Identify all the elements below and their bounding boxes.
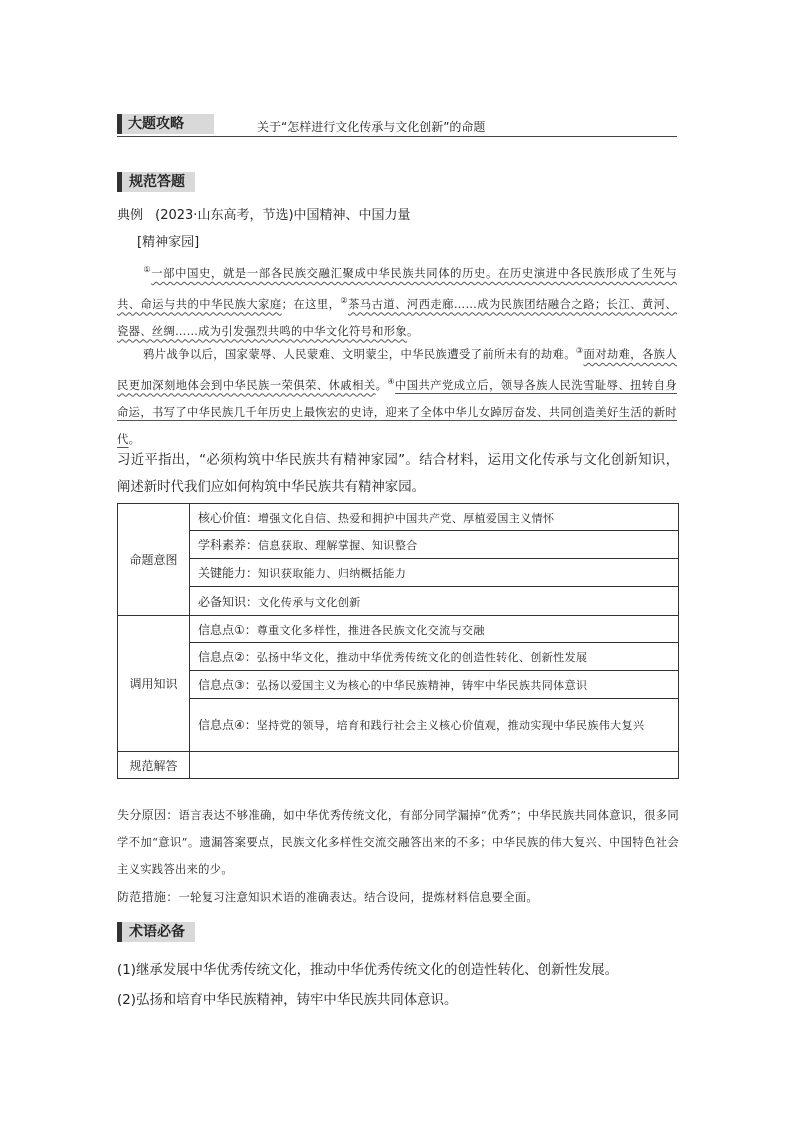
material-text: ；在这里， — [281, 297, 341, 311]
row-head-knowledge: 调用知识 — [118, 616, 190, 752]
prevent-text: 一轮复习注意知识术语的准确表达。结合设问，提炼材料信息要全面。 — [178, 891, 539, 904]
material-paragraph-2 — [117, 337, 677, 453]
item-text: 增强文化自信、热爱和拥护中国共产党、厚植爱国主义情怀 — [258, 511, 555, 525]
item-text: 尊重文化多样性，推进各民族文化交流与交融 — [256, 623, 485, 637]
knowledge-item — [190, 643, 679, 671]
prevention-measures — [117, 884, 679, 911]
item-label: 学科素养： — [198, 538, 259, 552]
intent-item — [190, 531, 679, 559]
material-sentence-4: 中国共产党成立后，领导各族人民洗雪耻辱、扭转自身命运，书写了中华民族几千年历史上最恢宏的史诗，迎来了全体中华儿女踔厉奋发、共同创造美好生活的新时代 — [117, 378, 677, 446]
section-tag-guidance: 规范答题 — [117, 172, 195, 192]
marker-4: ④ — [387, 376, 396, 386]
item-label: 核心价值： — [198, 510, 259, 525]
section-tag-terms: 术语必备 — [117, 922, 195, 942]
chapter-title: 关于“怎样进行文化传承与文化创新”的命题 — [257, 120, 486, 134]
item-text: 信息获取、理解掌握、知识整合 — [258, 539, 418, 552]
analysis-table — [117, 503, 679, 779]
intent-item — [190, 504, 679, 531]
marker-3: ③ — [575, 346, 584, 355]
intent-item — [190, 559, 679, 587]
material-text: 。 — [406, 324, 419, 338]
example-lead: 典例 — [117, 208, 144, 223]
example-source: (2023·山东高考，节选)中国精神、中国力量 — [155, 208, 411, 223]
material-text: 鸦片战争以后，国家蒙辱、人民蒙难、文明蒙尘，中华民族遭受了前所未有的劫难。 — [143, 347, 576, 361]
chapter-tag: 大题攻略 — [117, 114, 214, 134]
term-item: (2)弘扬和培育中华民族精神，铸牢中华民族共同体意识。 — [117, 993, 458, 1008]
material-text: 。 — [128, 432, 141, 446]
loss-text: 语言表达不够准确，如中华优秀传统文化，有部分同学漏掉“优秀”；中华民族共同体意识，很多同学不加“意识”。遗漏答案要点，民族文化多样性交流交融答出来的不多；中华民族的伟大复兴、中国特色社会主义实践答出来的少。 — [117, 809, 679, 876]
item-label: 信息点④： — [198, 717, 257, 732]
header-divider — [117, 136, 677, 137]
intent-item — [190, 587, 679, 616]
item-text: 坚持党的领导，培育和践行社会主义核心价值观，推动实现中华民族伟大复兴 — [256, 718, 645, 732]
material-text: 。 — [375, 378, 388, 392]
knowledge-item — [190, 671, 679, 699]
question-text: 习近平指出，“必须构筑中华民族共有精神家园”。结合材料，运用文化传承与文化创新知识，阐述新时代我们应如何构筑中华民族共有精神家园。 — [117, 453, 679, 495]
example-line — [117, 202, 411, 229]
marker-2: ② — [340, 295, 349, 305]
item-label: 信息点③： — [198, 678, 257, 692]
item-text: 弘扬中华文化，推动中华优秀传统文化的创造性转化、创新性发展 — [256, 651, 588, 664]
item-label: 信息点②： — [198, 650, 257, 664]
answer-cell — [190, 752, 679, 779]
knowledge-item — [190, 699, 679, 752]
prevent-label: 防范措施： — [117, 890, 179, 904]
row-head-intent: 命题意图 — [118, 504, 190, 616]
material-sentence-2: 茶马古道、河西走廊……成为民族团结融合之路；长江、黄河、瓷器、丝绸……成为引发强烈共鸣的中华文化符号和形象 — [117, 297, 677, 338]
item-text: 文化传承与文化创新 — [258, 595, 361, 609]
material-subtitle: [精神家园] — [137, 235, 200, 250]
loss-reasons — [117, 802, 679, 883]
material-paragraph-1 — [117, 256, 677, 345]
item-label: 信息点①： — [198, 622, 257, 637]
row-head-answer: 规范解答 — [118, 752, 190, 779]
material-sentence-3: 面对劫难，各族人民更加深刻地体会到中华民族一荣俱荣、休戚相关 — [117, 347, 677, 392]
item-label: 关键能力： — [198, 566, 259, 580]
terms-list — [117, 956, 679, 1016]
chapter-header — [117, 114, 677, 138]
loss-label: 失分原因： — [117, 808, 179, 822]
item-label: 必备知识： — [198, 594, 259, 609]
material-sentence-1: 一部中国史，就是一部各民族交融汇聚成中华民族共同体的历史。在历史演进中各民族形成了生死与共、命运与共的中华民族大家庭 — [117, 266, 677, 311]
marker-1: ① — [143, 265, 152, 274]
item-text: 知识获取能力、归纳概括能力 — [258, 567, 407, 580]
term-item: (1)继承发展中华优秀传统文化，推动中华优秀传统文化的创造性转化、创新性发展。 — [117, 963, 619, 978]
knowledge-item — [190, 616, 679, 643]
item-text: 弘扬以爱国主义为核心的中华民族精神，铸牢中华民族共同体意识 — [256, 679, 588, 692]
